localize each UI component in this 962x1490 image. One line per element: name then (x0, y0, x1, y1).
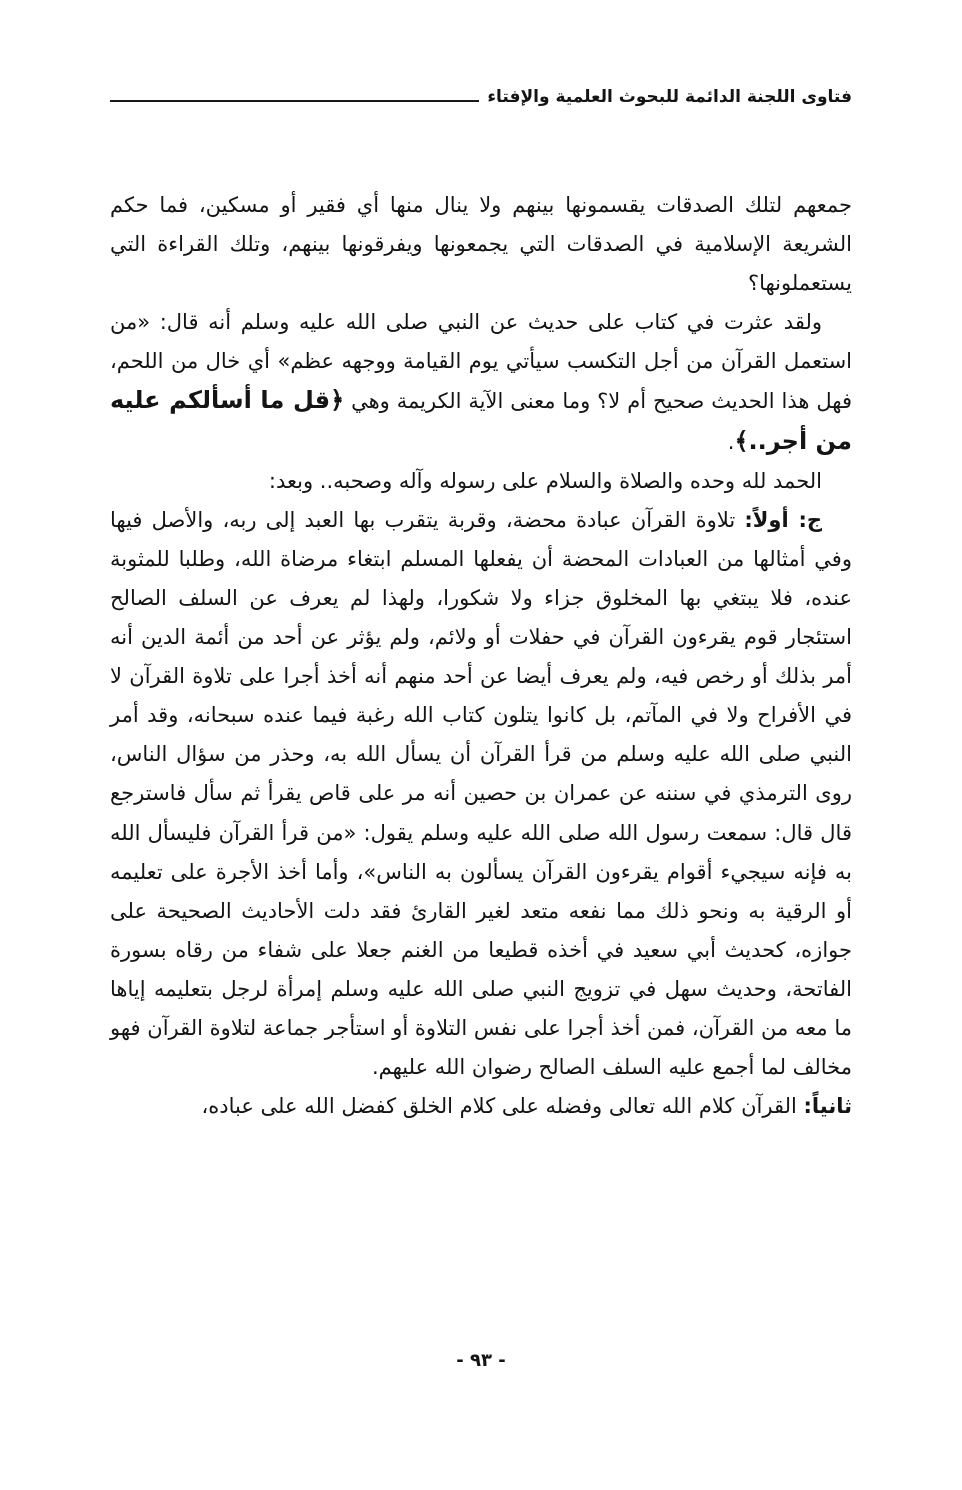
question-hadith-text: ولقد عثرت في كتاب على حديث عن النبي صلى الله عليه وسلم أنه قال: «من استعمل القرآن من أجل التكسب سيأتي يوم القيامة ووجهه عظم» أي خال من اللحم، فهل هذا الحديث صحيح أم لا؟ وما معنى الآية الكريمة وهي (110, 310, 852, 414)
question-continuation: جمعهم لتلك الصدقات يقسمونها بينهم ولا ينال منها أي فقير أو مسكين، فما حكم الشريعة الإسلامية في الصدقات التي يجمعونها ويفرقونها بينهم، وتلك القراءة التي يستعملونها؟ (110, 193, 852, 296)
running-header-title: فتاوى اللجنة الدائمة للبحوث العلمية والإفتاء (487, 87, 852, 107)
page-number: - ٩٣ - (456, 1350, 506, 1371)
answer-first-text: تلاوة القرآن عبادة محضة، وقربة يتقرب بها العبد إلى ربه، والأصل فيها وفي أمثالها من العبادات المحضة أن يفعلها المسلم ابتغاء مرضاة الله، وطلبا للمثوبة عنده، فلا يبتغي بها المخلوق جزاء ولا شكورا، ولهذا لم يعرف عن السلف الصالح استئجار قوم يقرءون القرآن في حفلات أو ولائم، ولم يؤثر عن أحد من أئمة الدين أنه أمر بذلك أو رخص فيه، ولم يعرف أيضا عن أحد منهم أنه أخذ أجرا على تلاوة القرآن لا في الأفراح ولا في المآتم، بل كانوا يتلون كتاب الله رغبة فيما عنده سبحانه، وقد أمر النبي صلى الله عليه وسلم من قرأ القرآن أن يسأل الله به، وحذر من سؤال الناس، روى الترمذي في سننه عن عمران بن حصين أنه مر على قاص يقرأ ثم سأل فاسترجع قال قال: سمعت رسول الله صلى الله عليه وسلم يقول: «من قرأ القرآن فليسأل الله به فإنه سيجيء أقوام يقرءون القرآن يسألون به الناس»، وأما أخذ الأجرة على تعليمه أو الرقية به ونحو ذلك مما نفعه متعد لغير القارئ فقد دلت الأحاديث الصحيحة على جوازه، كحديث أبي سعيد في أخذه قطيعا من الغنم جعلا على شفاء من رقاه بسورة الفاتحة، وحديث سهل في تزويج النبي صلى الله عليه وسلم إمرأة لرجل بتعليمه إياها ما معه من القرآن، فمن أخذ أجرا على نفس التلاوة أو استأجر جماعة لتلاوة القرآن فهو مخالف لما أجمع عليه السلف الصالح رضوان الله عليهم. (110, 507, 852, 1080)
running-header (110, 84, 852, 110)
header-rule (110, 100, 479, 102)
question-end: . (727, 429, 735, 454)
body-text (110, 186, 852, 1126)
answer-lead: ج: أولاً: (744, 507, 822, 532)
answer-first-paragraph (110, 501, 852, 1087)
answer-second-paragraph (110, 1087, 852, 1126)
answer-second-lead: ثانياً: (803, 1094, 852, 1119)
praise-line: الحمد لله وحده والصلاة والسلام على رسوله وآله وصحبه.. وبعد: (268, 468, 822, 493)
quran-verse: ﴿قل ما أسألكم عليه من أجر..﴾ (110, 386, 852, 455)
answer-second-text: القرآن كلام الله تعالى وفضله على كلام الخلق كفضل الله على عباده، (201, 1094, 797, 1119)
question-hadith-paragraph (110, 303, 852, 461)
